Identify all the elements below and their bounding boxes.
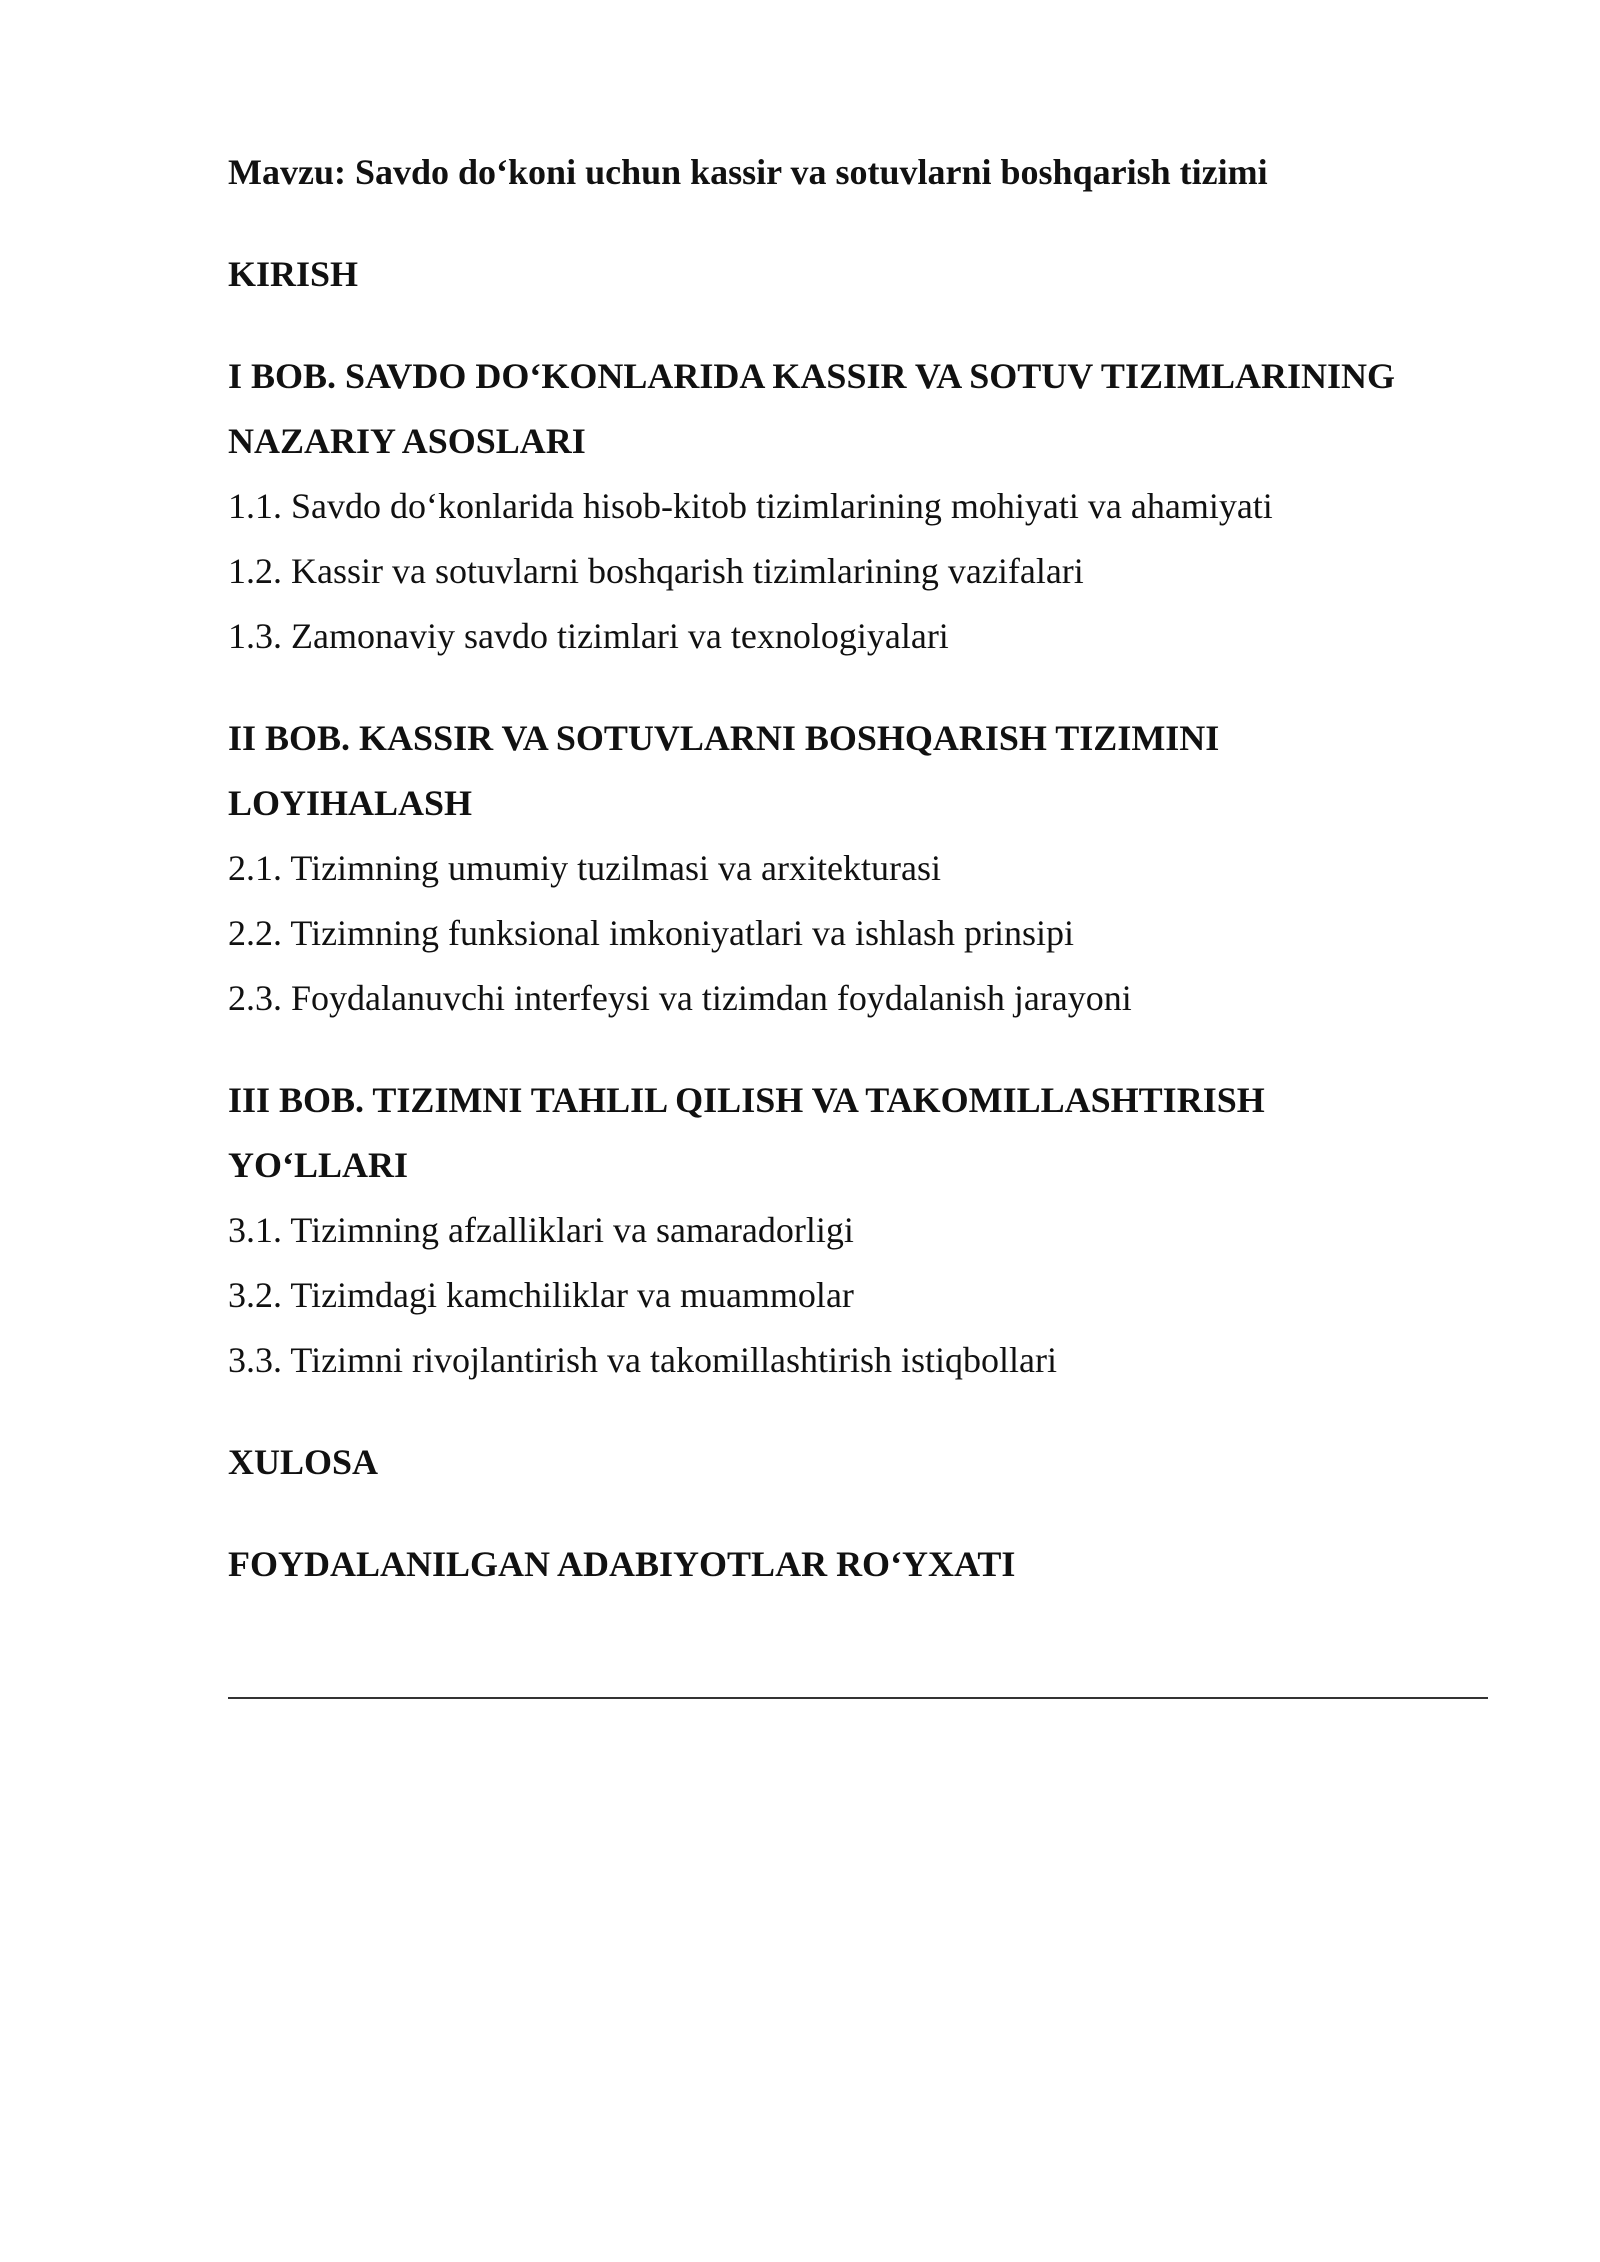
chapter-3 (228, 1068, 1488, 1393)
toc-item-2-2: 2.2. Tizimning funksional imkoniyatlari va ishlash prinsipi (228, 913, 1074, 953)
toc-item-3-3: 3.3. Tizimni rivojlantirish va takomillashtirish istiqbollari (228, 1340, 1057, 1380)
toc-item-1-3: 1.3. Zamonaviy savdo tizimlari va texnologiyalari (228, 616, 949, 656)
section-references: FOYDALANILGAN ADABIYOTLAR RO‘YXATI (228, 1544, 1016, 1584)
document-page (228, 140, 1488, 1597)
chapter-1-heading-line-2: NAZARIY ASOSLARI (228, 421, 586, 461)
horizontal-divider (228, 1697, 1488, 1699)
toc-item-2-1: 2.1. Tizimning umumiy tuzilmasi va arxitekturasi (228, 848, 941, 888)
section-introduction: KIRISH (228, 254, 359, 294)
toc-item-1-1: 1.1. Savdo do‘konlarida hisob-kitob tizimlarining mohiyati va ahamiyati (228, 486, 1273, 526)
chapter-1 (228, 344, 1488, 669)
chapter-2-heading-line-1: II BOB. KASSIR VA SOTUVLARNI BOSHQARISH TIZIMINI (228, 718, 1220, 758)
section-conclusion: XULOSA (228, 1442, 379, 1482)
chapter-2-heading-line-2: LOYIHALASH (228, 783, 473, 823)
toc-item-1-2: 1.2. Kassir va sotuvlarni boshqarish tizimlarining vazifalari (228, 551, 1084, 591)
chapter-3-heading-line-1: III BOB. TIZIMNI TAHLIL QILISH VA TAKOMILLASHTIRISH (228, 1080, 1265, 1120)
toc-item-3-2: 3.2. Tizimdagi kamchiliklar va muammolar (228, 1275, 854, 1315)
toc-item-2-3: 2.3. Foydalanuvchi interfeysi va tizimdan foydalanish jarayoni (228, 978, 1132, 1018)
document-title: Mavzu: Savdo do‘koni uchun kassir va sotuvlarni boshqarish tizimi (228, 152, 1268, 192)
chapter-2 (228, 706, 1488, 1031)
chapter-3-heading-line-2: YO‘LLARI (228, 1145, 409, 1185)
toc-item-3-1: 3.1. Tizimning afzalliklari va samaradorligi (228, 1210, 854, 1250)
chapter-1-heading-line-1: I BOB. SAVDO DO‘KONLARIDA KASSIR VA SOTUV TIZIMLARINING (228, 356, 1395, 396)
